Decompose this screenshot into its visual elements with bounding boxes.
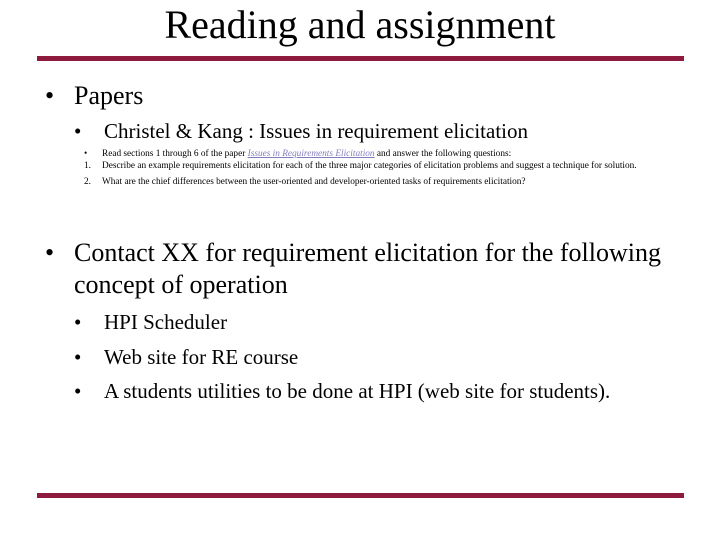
question-item-2 (84, 177, 684, 189)
question-number: 2. (84, 176, 91, 187)
concept-item-text: A students utilities to be done at HPI (web site for students). (104, 379, 611, 403)
instructions-before: Read sections 1 through 6 of the paper (102, 149, 248, 159)
papers-bullet (45, 80, 143, 112)
footer-divider (37, 493, 684, 498)
paper-link[interactable]: Issues in Requirements Elicitation (247, 149, 375, 159)
bullet-icon: • (74, 310, 82, 334)
instructions-item (84, 149, 684, 161)
assignment-list (84, 149, 684, 188)
question-text: Describe an example requirements elicitation for each of the three major categories of elicitation problems and suggest a technique for solution. (102, 160, 637, 171)
concept-item-1 (74, 309, 227, 335)
question-item-1 (84, 161, 684, 173)
bullet-icon: • (74, 379, 82, 403)
question-number: 1. (84, 160, 91, 171)
paper-item-text: Christel & Kang : Issues in requirement elicitation (104, 119, 528, 143)
instructions-text (102, 149, 684, 161)
concept-item-3 (74, 378, 610, 404)
papers-heading: Papers (74, 81, 144, 110)
paper-item (74, 118, 528, 144)
concept-item-2 (74, 344, 298, 370)
instructions-after: and answer the following questions: (374, 149, 512, 159)
concept-item-text: Web site for RE course (104, 345, 299, 369)
bullet-icon: • (45, 238, 55, 267)
bullet-icon: • (74, 119, 82, 143)
contact-heading: Contact XX for requirement elicitation for the following concept of operation (74, 238, 661, 299)
contact-bullet (45, 237, 664, 301)
bullet-icon: • (45, 81, 55, 110)
concept-item-text: HPI Scheduler (104, 310, 228, 334)
question-text: What are the chief differences between the user-oriented and developer-oriented tasks of requirements elicitation? (102, 176, 526, 187)
slide-title: Reading and assignment (164, 2, 556, 47)
bullet-icon: • (74, 345, 82, 369)
title-divider (37, 56, 684, 61)
bullet-icon: • (84, 149, 88, 159)
